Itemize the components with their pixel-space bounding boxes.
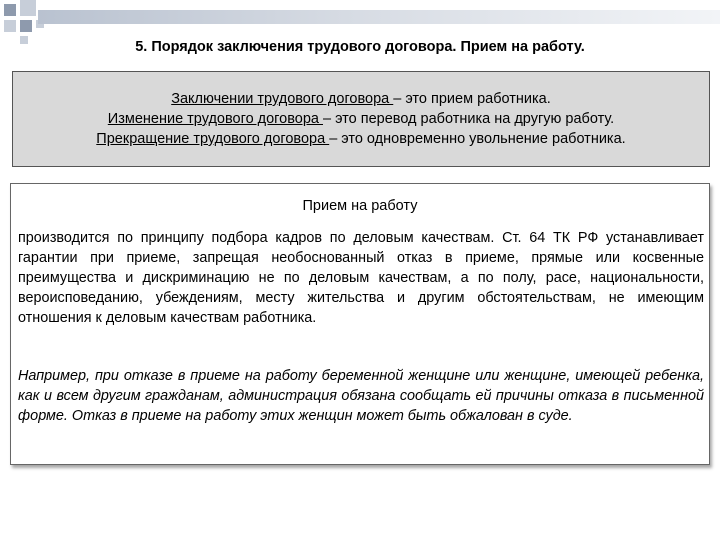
header-bar bbox=[38, 10, 720, 24]
definition-text: – это одновременно увольнение работника. bbox=[329, 131, 626, 147]
definition-text: – это перевод работника на другую работу. bbox=[322, 111, 615, 127]
definition-line bbox=[108, 109, 614, 129]
hiring-box bbox=[10, 183, 710, 465]
definition-term: Заключении трудового договора bbox=[171, 91, 394, 107]
definitions-box bbox=[12, 71, 710, 167]
hiring-heading: Прием на работу bbox=[302, 198, 418, 214]
definition-term: Изменение трудового договора bbox=[107, 111, 323, 127]
definition-line bbox=[171, 89, 551, 109]
definition-line bbox=[96, 129, 625, 149]
hiring-paragraph: производится по принципу подбора кадров по деловым качествам. Ст. 64 ТК РФ устанавливает гарантии при приеме, запрещая необоснованный отказ в приеме, прямые или косвенные преимущества и дискриминацию не по деловым качествам, а по полу, расе, национальности, вероисповеданию, убеждениям, месту жительства и другим обстоятельствам, не имеющим отношения к деловым качествам работника. bbox=[18, 230, 704, 326]
definition-text: – это прием работника. bbox=[393, 91, 551, 107]
slide-title: 5. Порядок заключения трудового договора. Прием на работу. bbox=[135, 39, 585, 55]
definition-term: Прекращение трудового договора bbox=[96, 131, 330, 147]
hiring-example: Например, при отказе в приеме на работу беременной женщине или женщине, имеющей ребенка, как и всем другим гражданам, администрация обязана сообщать ей причины отказа в письменной форме. Отказ в приеме на работу этих женщин может быть обжалован в суде. bbox=[18, 368, 704, 424]
